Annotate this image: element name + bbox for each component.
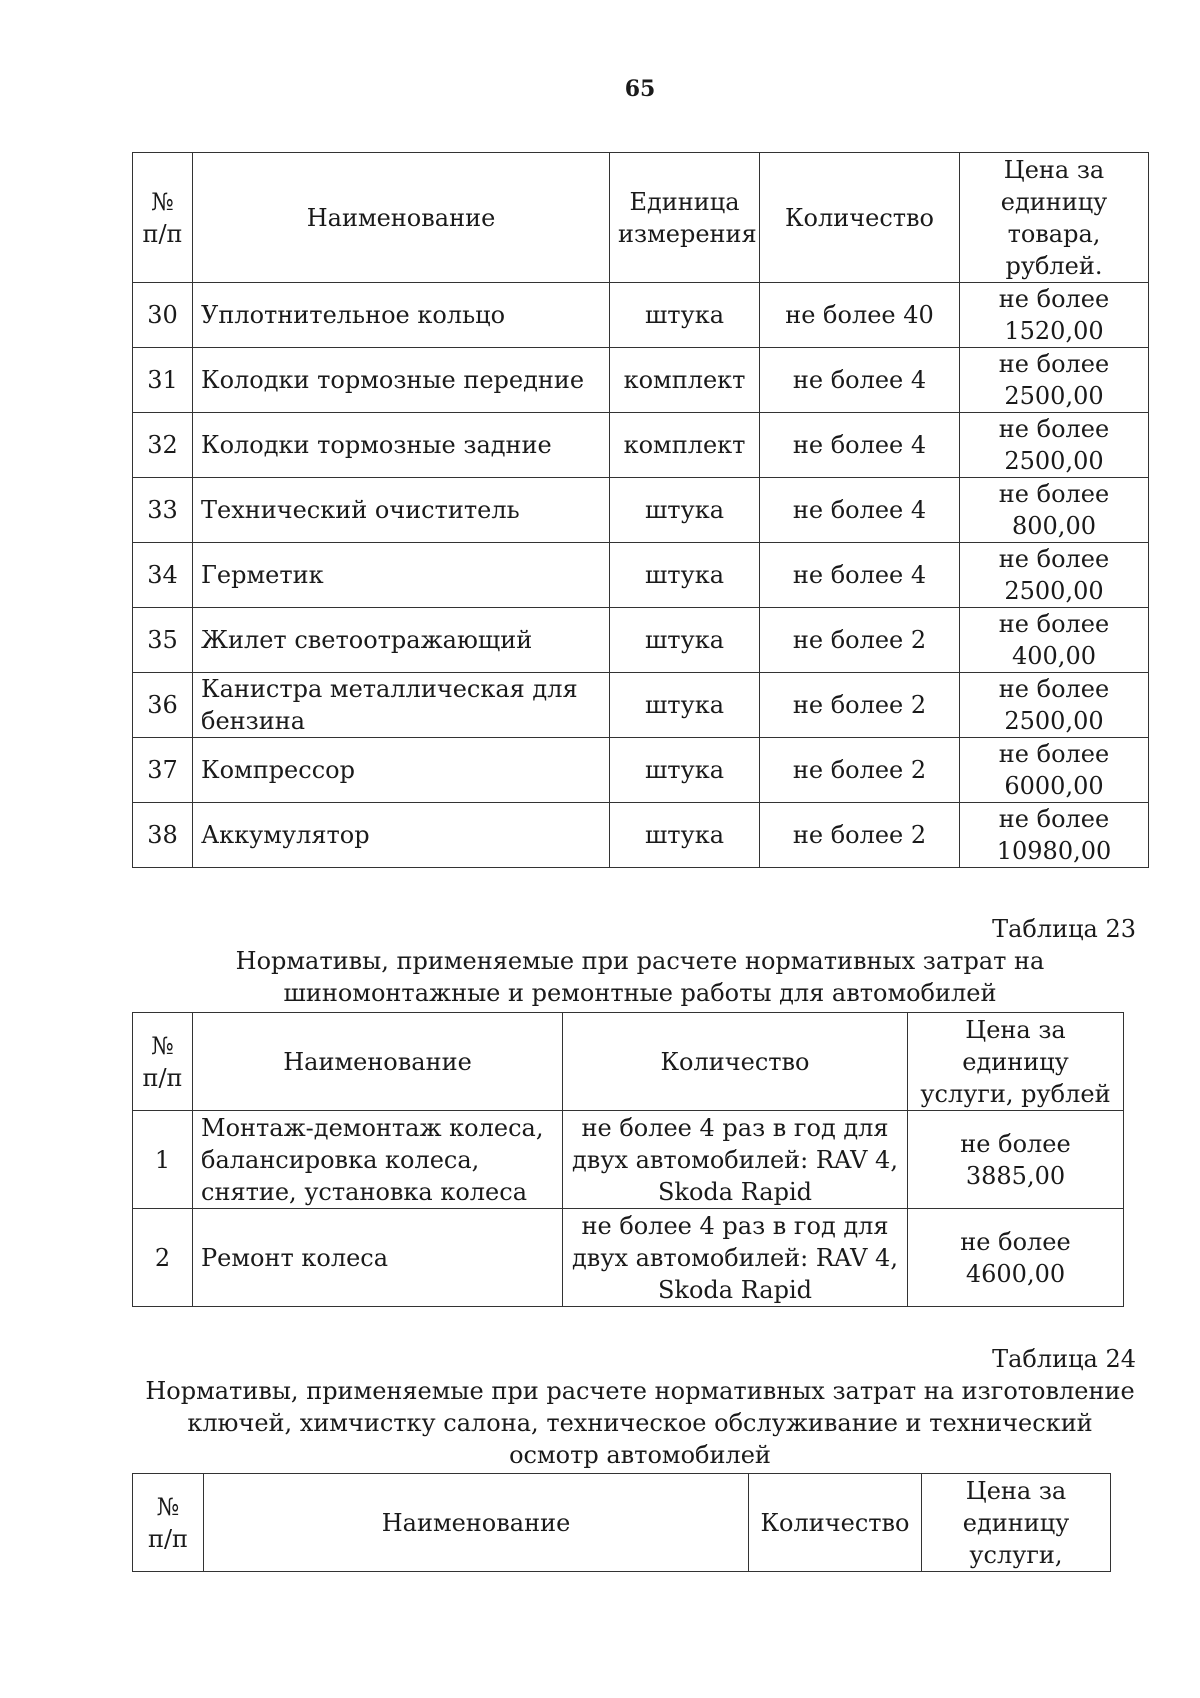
row-number: 35: [133, 608, 193, 673]
row-price: не более 3885,00: [908, 1111, 1124, 1209]
maintenance-table: [132, 1473, 1111, 1572]
table-row: [133, 413, 1149, 478]
table-23-title: Нормативы, применяемые при расчете нормативных затрат на шиномонтажные и ремонтные работы для автомобилей: [235, 947, 1045, 1007]
row-price: не более 1520,00: [960, 283, 1149, 348]
table-header-row: [133, 1474, 1111, 1572]
header-price: Цена за единицу услуги,: [922, 1474, 1111, 1572]
row-price: не более 400,00: [960, 608, 1149, 673]
row-number: 32: [133, 413, 193, 478]
row-unit: комплект: [610, 348, 760, 413]
row-number: 34: [133, 543, 193, 608]
row-quantity: не более 2: [760, 673, 960, 738]
header-quantity: Количество: [563, 1013, 908, 1111]
header-number: № п/п: [133, 153, 193, 283]
row-price: не более 10980,00: [960, 803, 1149, 868]
row-price: не более 2500,00: [960, 348, 1149, 413]
row-price: не более 4600,00: [908, 1209, 1124, 1307]
table-23-label: Таблица 23: [992, 915, 1136, 943]
row-unit: штука: [610, 283, 760, 348]
row-quantity: не более 4 раз в год для двух автомобилей: RAV 4, Skoda Rapid: [563, 1209, 908, 1307]
table-row: [133, 478, 1149, 543]
row-unit: штука: [610, 738, 760, 803]
row-name: Колодки тормозные передние: [193, 348, 610, 413]
row-quantity: не более 40: [760, 283, 960, 348]
row-name: Аккумулятор: [193, 803, 610, 868]
row-quantity: не более 4: [760, 413, 960, 478]
row-number: 37: [133, 738, 193, 803]
row-name: Герметик: [193, 543, 610, 608]
row-name: Уплотнительное кольцо: [193, 283, 610, 348]
row-number: 30: [133, 283, 193, 348]
header-name: Наименование: [193, 1013, 563, 1111]
header-quantity: Количество: [749, 1474, 922, 1572]
row-unit: штука: [610, 803, 760, 868]
row-number: 33: [133, 478, 193, 543]
table-row: [133, 803, 1149, 868]
header-price: Цена за единицу товара, рублей.: [960, 153, 1149, 283]
header-name: Наименование: [193, 153, 610, 283]
header-number: № п/п: [133, 1013, 193, 1111]
row-number: 38: [133, 803, 193, 868]
table-row: [133, 543, 1149, 608]
row-name: Компрессор: [193, 738, 610, 803]
row-name: Канистра металлическая для бензина: [193, 673, 610, 738]
row-name: Жилет светоотражающий: [193, 608, 610, 673]
header-price: Цена за единицу услуги, рублей: [908, 1013, 1124, 1111]
row-price: не более 800,00: [960, 478, 1149, 543]
row-name: Монтаж-демонтаж колеса, балансировка колеса, снятие, установка колеса: [193, 1111, 563, 1209]
row-name: Технический очиститель: [193, 478, 610, 543]
table-row: [133, 673, 1149, 738]
table-row: [133, 348, 1149, 413]
supplies-table: [132, 152, 1149, 868]
row-number: 31: [133, 348, 193, 413]
row-unit: штука: [610, 543, 760, 608]
row-quantity: не более 2: [760, 608, 960, 673]
row-price: не более 2500,00: [960, 543, 1149, 608]
table-row: [133, 1111, 1124, 1209]
row-quantity: не более 4: [760, 348, 960, 413]
table-row: [133, 1209, 1124, 1307]
table-24-label: Таблица 24: [992, 1345, 1136, 1373]
table-header-row: [133, 1013, 1124, 1111]
row-price: не более 2500,00: [960, 673, 1149, 738]
header-name: Наименование: [204, 1474, 749, 1572]
row-number: 36: [133, 673, 193, 738]
row-unit: штука: [610, 608, 760, 673]
row-quantity: не более 4 раз в год для двух автомобилей: RAV 4, Skoda Rapid: [563, 1111, 908, 1209]
row-name: Колодки тормозные задние: [193, 413, 610, 478]
row-name: Ремонт колеса: [193, 1209, 563, 1307]
table-24-title: Нормативы, применяемые при расчете нормативных затрат на изготовление ключей, химчистку салона, техническое обслуживание и технический осмотр автомобилей: [145, 1377, 1135, 1469]
header-quantity: Количество: [760, 153, 960, 283]
row-quantity: не более 2: [760, 803, 960, 868]
table-header-row: [133, 153, 1149, 283]
table-row: [133, 738, 1149, 803]
row-quantity: не более 4: [760, 478, 960, 543]
row-unit: штука: [610, 673, 760, 738]
table-row: [133, 608, 1149, 673]
row-unit: комплект: [610, 413, 760, 478]
row-number: 1: [133, 1111, 193, 1209]
table-row: [133, 283, 1149, 348]
row-price: не более 2500,00: [960, 413, 1149, 478]
header-number: № п/п: [133, 1474, 204, 1572]
row-price: не более 6000,00: [960, 738, 1149, 803]
row-unit: штука: [610, 478, 760, 543]
tire-service-table: [132, 1012, 1124, 1307]
row-quantity: не более 4: [760, 543, 960, 608]
header-unit: Единица измерения: [610, 153, 760, 283]
row-quantity: не более 2: [760, 738, 960, 803]
page-number: 65: [624, 76, 656, 102]
row-number: 2: [133, 1209, 193, 1307]
